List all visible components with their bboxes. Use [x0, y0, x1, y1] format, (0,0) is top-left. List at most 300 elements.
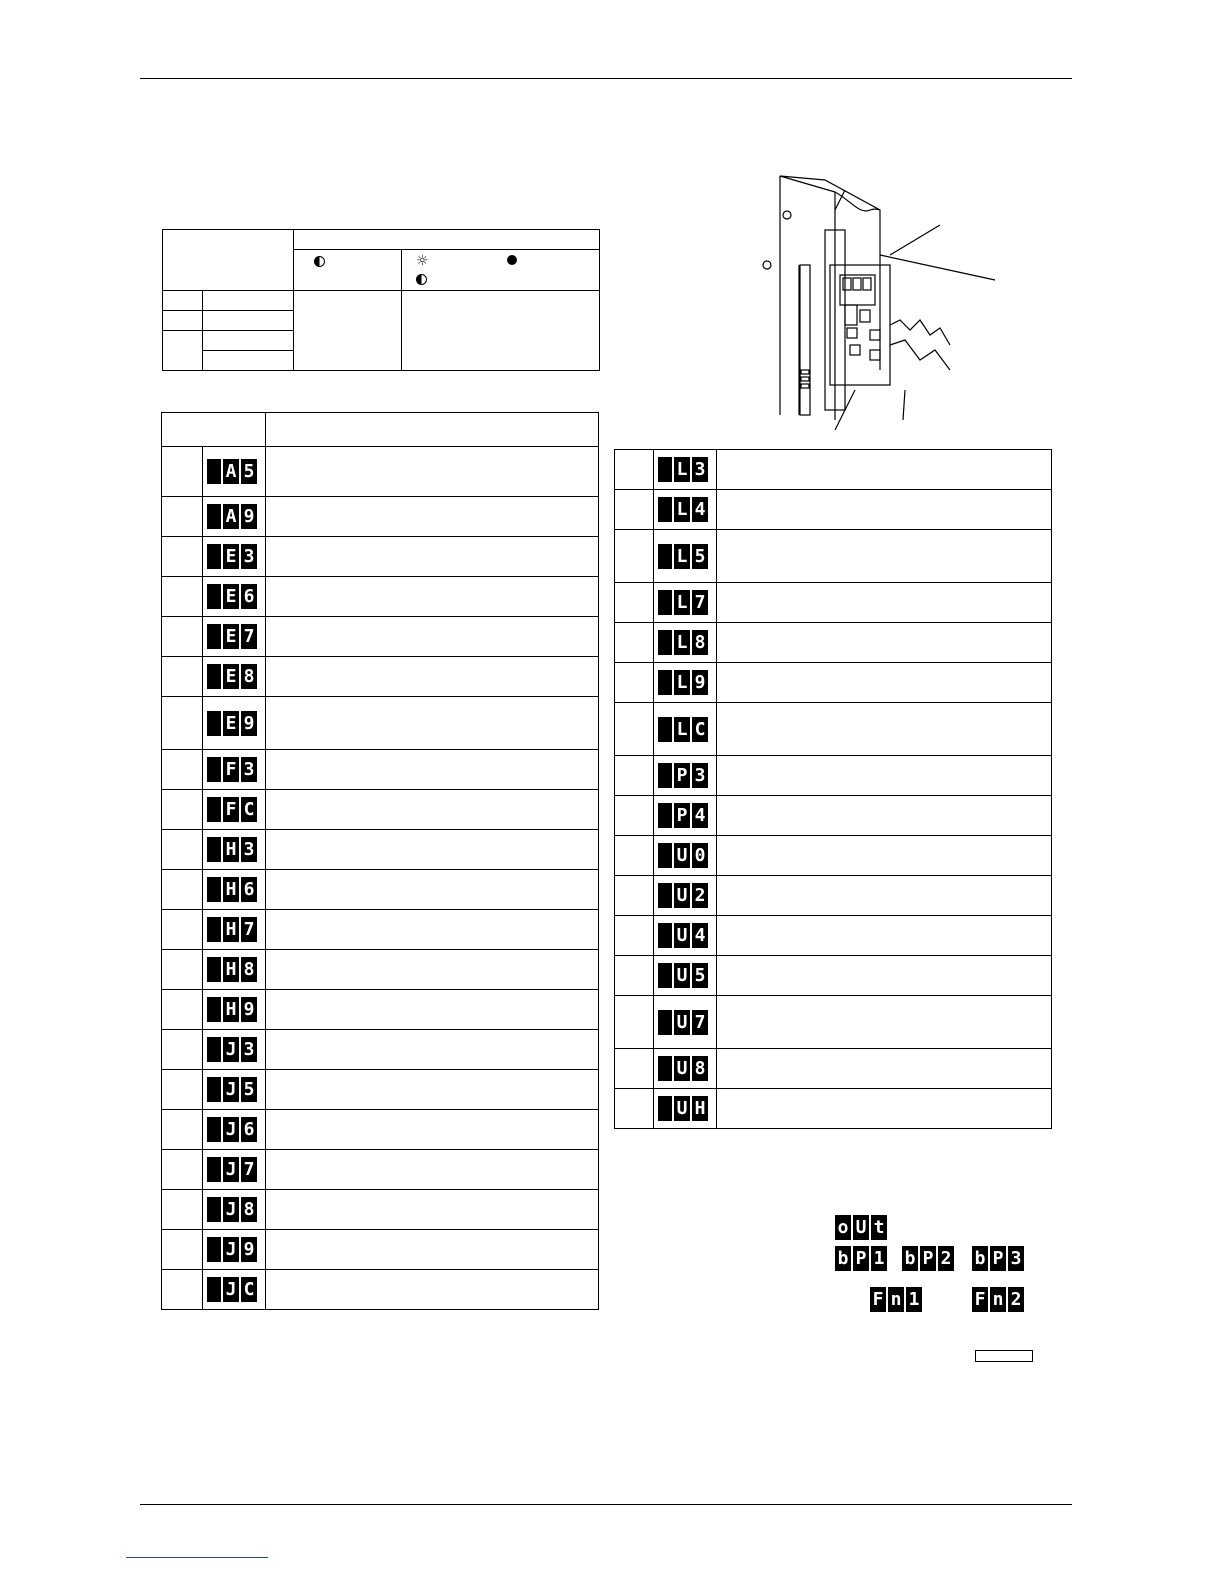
table-row [615, 796, 1052, 836]
lcd-blank-digit [658, 843, 672, 868]
description-cell [266, 577, 599, 617]
reference-box [975, 1350, 1033, 1362]
error-code-table-right [614, 449, 1052, 1129]
table-row [615, 623, 1052, 663]
lcd-digit: C [692, 717, 708, 742]
description-cell [266, 1270, 599, 1310]
row-index-cell [615, 996, 654, 1049]
seven-segment-display [658, 843, 708, 868]
lcd-digit: 7 [692, 1010, 708, 1035]
half-lit-icon [314, 256, 325, 267]
lcd-digit: F [223, 757, 239, 782]
description-cell [266, 910, 599, 950]
lcd-digit: b [972, 1246, 988, 1271]
lcd-blank-digit [207, 664, 221, 689]
table-row [615, 530, 1052, 583]
seven-segment-display [658, 497, 708, 522]
lcd-blank-digit [658, 1010, 672, 1035]
lcd-digit: 8 [241, 1197, 257, 1222]
row-index-cell [162, 537, 203, 577]
half-lit-icon [416, 274, 427, 285]
description-cell [717, 703, 1052, 756]
lcd-digit: P [853, 1246, 869, 1271]
error-code-cell [654, 1049, 717, 1089]
seven-segment-display [658, 763, 708, 788]
row-index-cell [615, 876, 654, 916]
seven-segment-display [658, 1056, 708, 1081]
error-code-cell [203, 1070, 266, 1110]
lcd-digit: H [223, 957, 239, 982]
lcd-digit: L [674, 670, 690, 695]
row-index-cell [162, 617, 203, 657]
lcd-digit: 7 [241, 1157, 257, 1182]
error-code-cell [654, 756, 717, 796]
error-code-cell [203, 1110, 266, 1150]
table-row [162, 750, 599, 790]
description-cell [266, 697, 599, 750]
error-code-cell [203, 1230, 266, 1270]
table-row [615, 663, 1052, 703]
table-row [615, 836, 1052, 876]
description-cell [717, 1049, 1052, 1089]
error-code-cell [654, 996, 717, 1049]
lcd-blank-digit [207, 957, 221, 982]
table-row [162, 497, 599, 537]
description-cell [717, 756, 1052, 796]
lcd-digit: P [990, 1246, 1006, 1271]
row-index-cell [162, 657, 203, 697]
lcd-digit: 9 [241, 1237, 257, 1262]
seven-segment-display [902, 1246, 954, 1271]
display-bp1 [835, 1246, 887, 1271]
lcd-digit: L [674, 497, 690, 522]
lcd-blank-digit [658, 1056, 672, 1081]
legend-lit-off [402, 250, 600, 291]
lcd-digit: J [223, 1037, 239, 1062]
display-fn1 [870, 1287, 922, 1312]
table-row [162, 1030, 599, 1070]
seven-segment-display [207, 544, 257, 569]
error-code-cell [203, 617, 266, 657]
lcd-digit: 3 [692, 457, 708, 482]
lcd-digit: 3 [692, 763, 708, 788]
table-row [162, 1150, 599, 1190]
lcd-digit: 2 [1008, 1287, 1024, 1312]
error-code-cell [654, 1089, 717, 1129]
description-cell [717, 623, 1052, 663]
row-index-cell [162, 990, 203, 1030]
lcd-blank-digit [207, 544, 221, 569]
lcd-digit: 9 [241, 711, 257, 736]
seven-segment-display [870, 1287, 922, 1312]
table-row [162, 830, 599, 870]
table-row [162, 790, 599, 830]
lcd-digit: 3 [241, 1037, 257, 1062]
description-cell [717, 663, 1052, 703]
description-cell [266, 790, 599, 830]
lcd-blank-digit [658, 497, 672, 522]
lcd-digit: 8 [241, 664, 257, 689]
seven-segment-display [658, 923, 708, 948]
lcd-blank-digit [207, 757, 221, 782]
lcd-digit: 9 [241, 997, 257, 1022]
seven-segment-display [207, 1037, 257, 1062]
seven-segment-display [658, 803, 708, 828]
footer-link-underline[interactable] [126, 1557, 268, 1558]
display-out [835, 1215, 887, 1240]
lcd-digit: C [241, 797, 257, 822]
error-code-cell [203, 790, 266, 830]
error-code-cell [203, 910, 266, 950]
lcd-digit: L [674, 630, 690, 655]
error-code-cell [654, 623, 717, 663]
description-cell [266, 950, 599, 990]
lcd-digit: C [241, 1277, 257, 1302]
row-index-cell [615, 916, 654, 956]
seven-segment-display [207, 664, 257, 689]
description-cell [266, 1190, 599, 1230]
seven-segment-display [207, 504, 257, 529]
lcd-digit: t [871, 1215, 887, 1240]
lcd-blank-digit [207, 1117, 221, 1142]
seven-segment-display [658, 1010, 708, 1035]
lcd-digit: 3 [241, 544, 257, 569]
row-index-cell [615, 663, 654, 703]
lcd-digit: L [674, 717, 690, 742]
legend-header-blank [163, 230, 294, 291]
error-code-cell [203, 1190, 266, 1230]
table-row [162, 950, 599, 990]
row-index-cell [615, 530, 654, 583]
table-row [615, 1049, 1052, 1089]
description-cell [717, 996, 1052, 1049]
error-code-cell [203, 990, 266, 1030]
seven-segment-display [658, 717, 708, 742]
lcd-digit: F [870, 1287, 886, 1312]
table-row [162, 697, 599, 750]
table-row [162, 870, 599, 910]
table-row [162, 910, 599, 950]
off-icon [507, 255, 517, 265]
lcd-digit: 8 [692, 1056, 708, 1081]
description-cell [266, 657, 599, 697]
table-row [162, 577, 599, 617]
seven-segment-display [207, 837, 257, 862]
seven-segment-display [207, 584, 257, 609]
legend-half-lit [294, 250, 402, 291]
seven-segment-display [835, 1246, 887, 1271]
error-code-cell [654, 836, 717, 876]
row-index-cell [162, 1070, 203, 1110]
row-index-cell [162, 447, 203, 497]
description-cell [266, 750, 599, 790]
table-row [615, 450, 1052, 490]
lcd-digit: U [674, 963, 690, 988]
row-index-cell [162, 1110, 203, 1150]
description-cell [266, 870, 599, 910]
lcd-digit: 6 [241, 584, 257, 609]
lcd-digit: U [674, 1096, 690, 1121]
lcd-digit: 3 [1008, 1246, 1024, 1271]
lcd-digit: J [223, 1237, 239, 1262]
lcd-digit: L [674, 457, 690, 482]
header-rule [140, 78, 1072, 79]
table-row [615, 756, 1052, 796]
error-code-cell [203, 497, 266, 537]
lcd-digit: E [223, 664, 239, 689]
row-index-cell [615, 1089, 654, 1129]
lcd-digit: F [972, 1287, 988, 1312]
error-code-cell [203, 1270, 266, 1310]
seven-segment-display [658, 630, 708, 655]
display-fn2 [972, 1287, 1024, 1312]
row-index-cell [615, 956, 654, 996]
lcd-digit: 4 [692, 497, 708, 522]
lcd-blank-digit [207, 917, 221, 942]
lcd-digit: 6 [241, 877, 257, 902]
lcd-blank-digit [207, 1037, 221, 1062]
description-cell [266, 1070, 599, 1110]
lcd-digit: U [674, 923, 690, 948]
lcd-digit: J [223, 1157, 239, 1182]
lcd-blank-digit [658, 1096, 672, 1121]
lcd-blank-digit [207, 1157, 221, 1182]
lcd-blank-digit [658, 670, 672, 695]
lcd-digit: H [692, 1096, 708, 1121]
display-bp3 [972, 1246, 1024, 1271]
lcd-digit: H [223, 837, 239, 862]
description-cell [717, 583, 1052, 623]
lcd-blank-digit [658, 457, 672, 482]
table-row [162, 447, 599, 497]
table-row [615, 583, 1052, 623]
lcd-digit: A [223, 504, 239, 529]
lcd-digit: 6 [241, 1117, 257, 1142]
error-code-cell [203, 950, 266, 990]
lcd-digit: E [223, 584, 239, 609]
row-index-cell [615, 796, 654, 836]
lcd-digit: 5 [692, 544, 708, 569]
lcd-digit: H [223, 997, 239, 1022]
row-index-cell [162, 790, 203, 830]
error-code-cell [654, 530, 717, 583]
display-bp2 [902, 1246, 954, 1271]
lcd-digit: H [223, 877, 239, 902]
lcd-digit: U [674, 883, 690, 908]
footer-rule [140, 1504, 1072, 1505]
lcd-digit: U [674, 843, 690, 868]
description-cell [266, 1230, 599, 1270]
lcd-blank-digit [658, 883, 672, 908]
table-row [162, 1270, 599, 1310]
lcd-digit: A [223, 459, 239, 484]
lcd-blank-digit [207, 459, 221, 484]
table-row [615, 996, 1052, 1049]
lcd-digit: L [674, 544, 690, 569]
lcd-blank-digit [207, 504, 221, 529]
description-cell [717, 836, 1052, 876]
table-row [162, 1110, 599, 1150]
seven-segment-display [835, 1215, 887, 1240]
lcd-blank-digit [207, 1277, 221, 1302]
lcd-digit: 7 [692, 590, 708, 615]
description-cell [266, 990, 599, 1030]
error-code-cell [203, 1150, 266, 1190]
description-cell [266, 830, 599, 870]
description-cell [717, 796, 1052, 836]
lcd-digit: H [223, 917, 239, 942]
lcd-blank-digit [658, 803, 672, 828]
description-cell [266, 447, 599, 497]
table-row [162, 657, 599, 697]
error-code-cell [654, 956, 717, 996]
row-index-cell [162, 697, 203, 750]
table-row [162, 537, 599, 577]
seven-segment-display [207, 797, 257, 822]
lcd-blank-digit [207, 877, 221, 902]
lcd-digit: 1 [871, 1246, 887, 1271]
seven-segment-display [658, 963, 708, 988]
seven-segment-display [972, 1287, 1024, 1312]
lcd-digit: b [902, 1246, 918, 1271]
description-cell [717, 916, 1052, 956]
row-index-cell [162, 1150, 203, 1190]
seven-segment-display [972, 1246, 1024, 1271]
table-row [162, 1070, 599, 1110]
table-row [615, 490, 1052, 530]
table-row [162, 990, 599, 1030]
seven-segment-display [207, 711, 257, 736]
lcd-digit: 8 [241, 957, 257, 982]
lcd-blank-digit [658, 630, 672, 655]
description-cell [266, 1030, 599, 1070]
lcd-digit: U [853, 1215, 869, 1240]
seven-segment-display [658, 670, 708, 695]
row-index-cell [162, 497, 203, 537]
lcd-digit: 5 [241, 459, 257, 484]
row-index-cell [162, 830, 203, 870]
lcd-digit: P [674, 803, 690, 828]
row-index-cell [162, 577, 203, 617]
seven-segment-display [207, 1237, 257, 1262]
table-row [162, 617, 599, 657]
error-code-cell [654, 490, 717, 530]
seven-segment-display [207, 459, 257, 484]
row-index-cell [615, 583, 654, 623]
lcd-digit: 2 [692, 883, 708, 908]
lcd-digit: E [223, 624, 239, 649]
legend-row-a [163, 291, 203, 311]
lcd-digit: 9 [241, 504, 257, 529]
lcd-digit: 8 [692, 630, 708, 655]
lcd-blank-digit [207, 797, 221, 822]
table-row [162, 1190, 599, 1230]
seven-segment-display [207, 957, 257, 982]
seven-segment-display [658, 590, 708, 615]
lcd-digit: E [223, 544, 239, 569]
lcd-blank-digit [658, 590, 672, 615]
row-index-cell [615, 836, 654, 876]
lcd-digit: 7 [241, 917, 257, 942]
seven-segment-display [207, 1277, 257, 1302]
seven-segment-display [207, 757, 257, 782]
lcd-blank-digit [658, 963, 672, 988]
description-cell [266, 1150, 599, 1190]
description-cell [266, 497, 599, 537]
description-cell [717, 956, 1052, 996]
lcd-blank-digit [658, 763, 672, 788]
error-code-cell [203, 577, 266, 617]
lcd-digit: 3 [241, 837, 257, 862]
seven-segment-display [658, 1096, 708, 1121]
lcd-digit: L [674, 590, 690, 615]
lcd-digit: 3 [241, 757, 257, 782]
lcd-blank-digit [207, 1237, 221, 1262]
lcd-blank-digit [658, 544, 672, 569]
seven-segment-display [207, 917, 257, 942]
legend-header-status [294, 230, 600, 250]
row-index-cell [162, 1030, 203, 1070]
lcd-blank-digit [207, 1197, 221, 1222]
error-code-cell [654, 876, 717, 916]
row-index-cell [615, 756, 654, 796]
row-index-cell [162, 750, 203, 790]
table-row [615, 916, 1052, 956]
lcd-blank-digit [207, 624, 221, 649]
lcd-digit: E [223, 711, 239, 736]
lcd-digit: F [223, 797, 239, 822]
row-index-cell [162, 910, 203, 950]
row-index-cell [615, 490, 654, 530]
error-code-cell [654, 916, 717, 956]
row-index-cell [162, 870, 203, 910]
left-table-header-code [162, 413, 266, 447]
lcd-digit: n [990, 1287, 1006, 1312]
table-row [615, 703, 1052, 756]
error-code-cell [203, 830, 266, 870]
row-index-cell [162, 1230, 203, 1270]
seven-segment-display [658, 457, 708, 482]
lcd-digit: J [223, 1197, 239, 1222]
lcd-digit: 4 [692, 803, 708, 828]
left-table-header-description [266, 413, 599, 447]
seven-segment-display [658, 544, 708, 569]
lcd-digit: b [835, 1246, 851, 1271]
lcd-digit: U [674, 1010, 690, 1035]
lcd-digit: 7 [241, 624, 257, 649]
lcd-digit: 9 [692, 670, 708, 695]
lcd-blank-digit [207, 837, 221, 862]
description-cell [717, 490, 1052, 530]
lcd-digit: o [835, 1215, 851, 1240]
error-code-cell [203, 537, 266, 577]
description-cell [717, 450, 1052, 490]
error-code-cell [203, 750, 266, 790]
lcd-digit: 4 [692, 923, 708, 948]
lcd-digit: n [888, 1287, 904, 1312]
row-index-cell [615, 1049, 654, 1089]
description-cell [266, 537, 599, 577]
error-code-cell [654, 703, 717, 756]
error-code-cell [654, 663, 717, 703]
table-row [615, 876, 1052, 916]
error-code-cell [654, 583, 717, 623]
lcd-digit: 5 [241, 1077, 257, 1102]
control-box-diagram [755, 170, 1000, 430]
lcd-digit: 2 [938, 1246, 954, 1271]
description-cell [717, 876, 1052, 916]
table-row [162, 1230, 599, 1270]
